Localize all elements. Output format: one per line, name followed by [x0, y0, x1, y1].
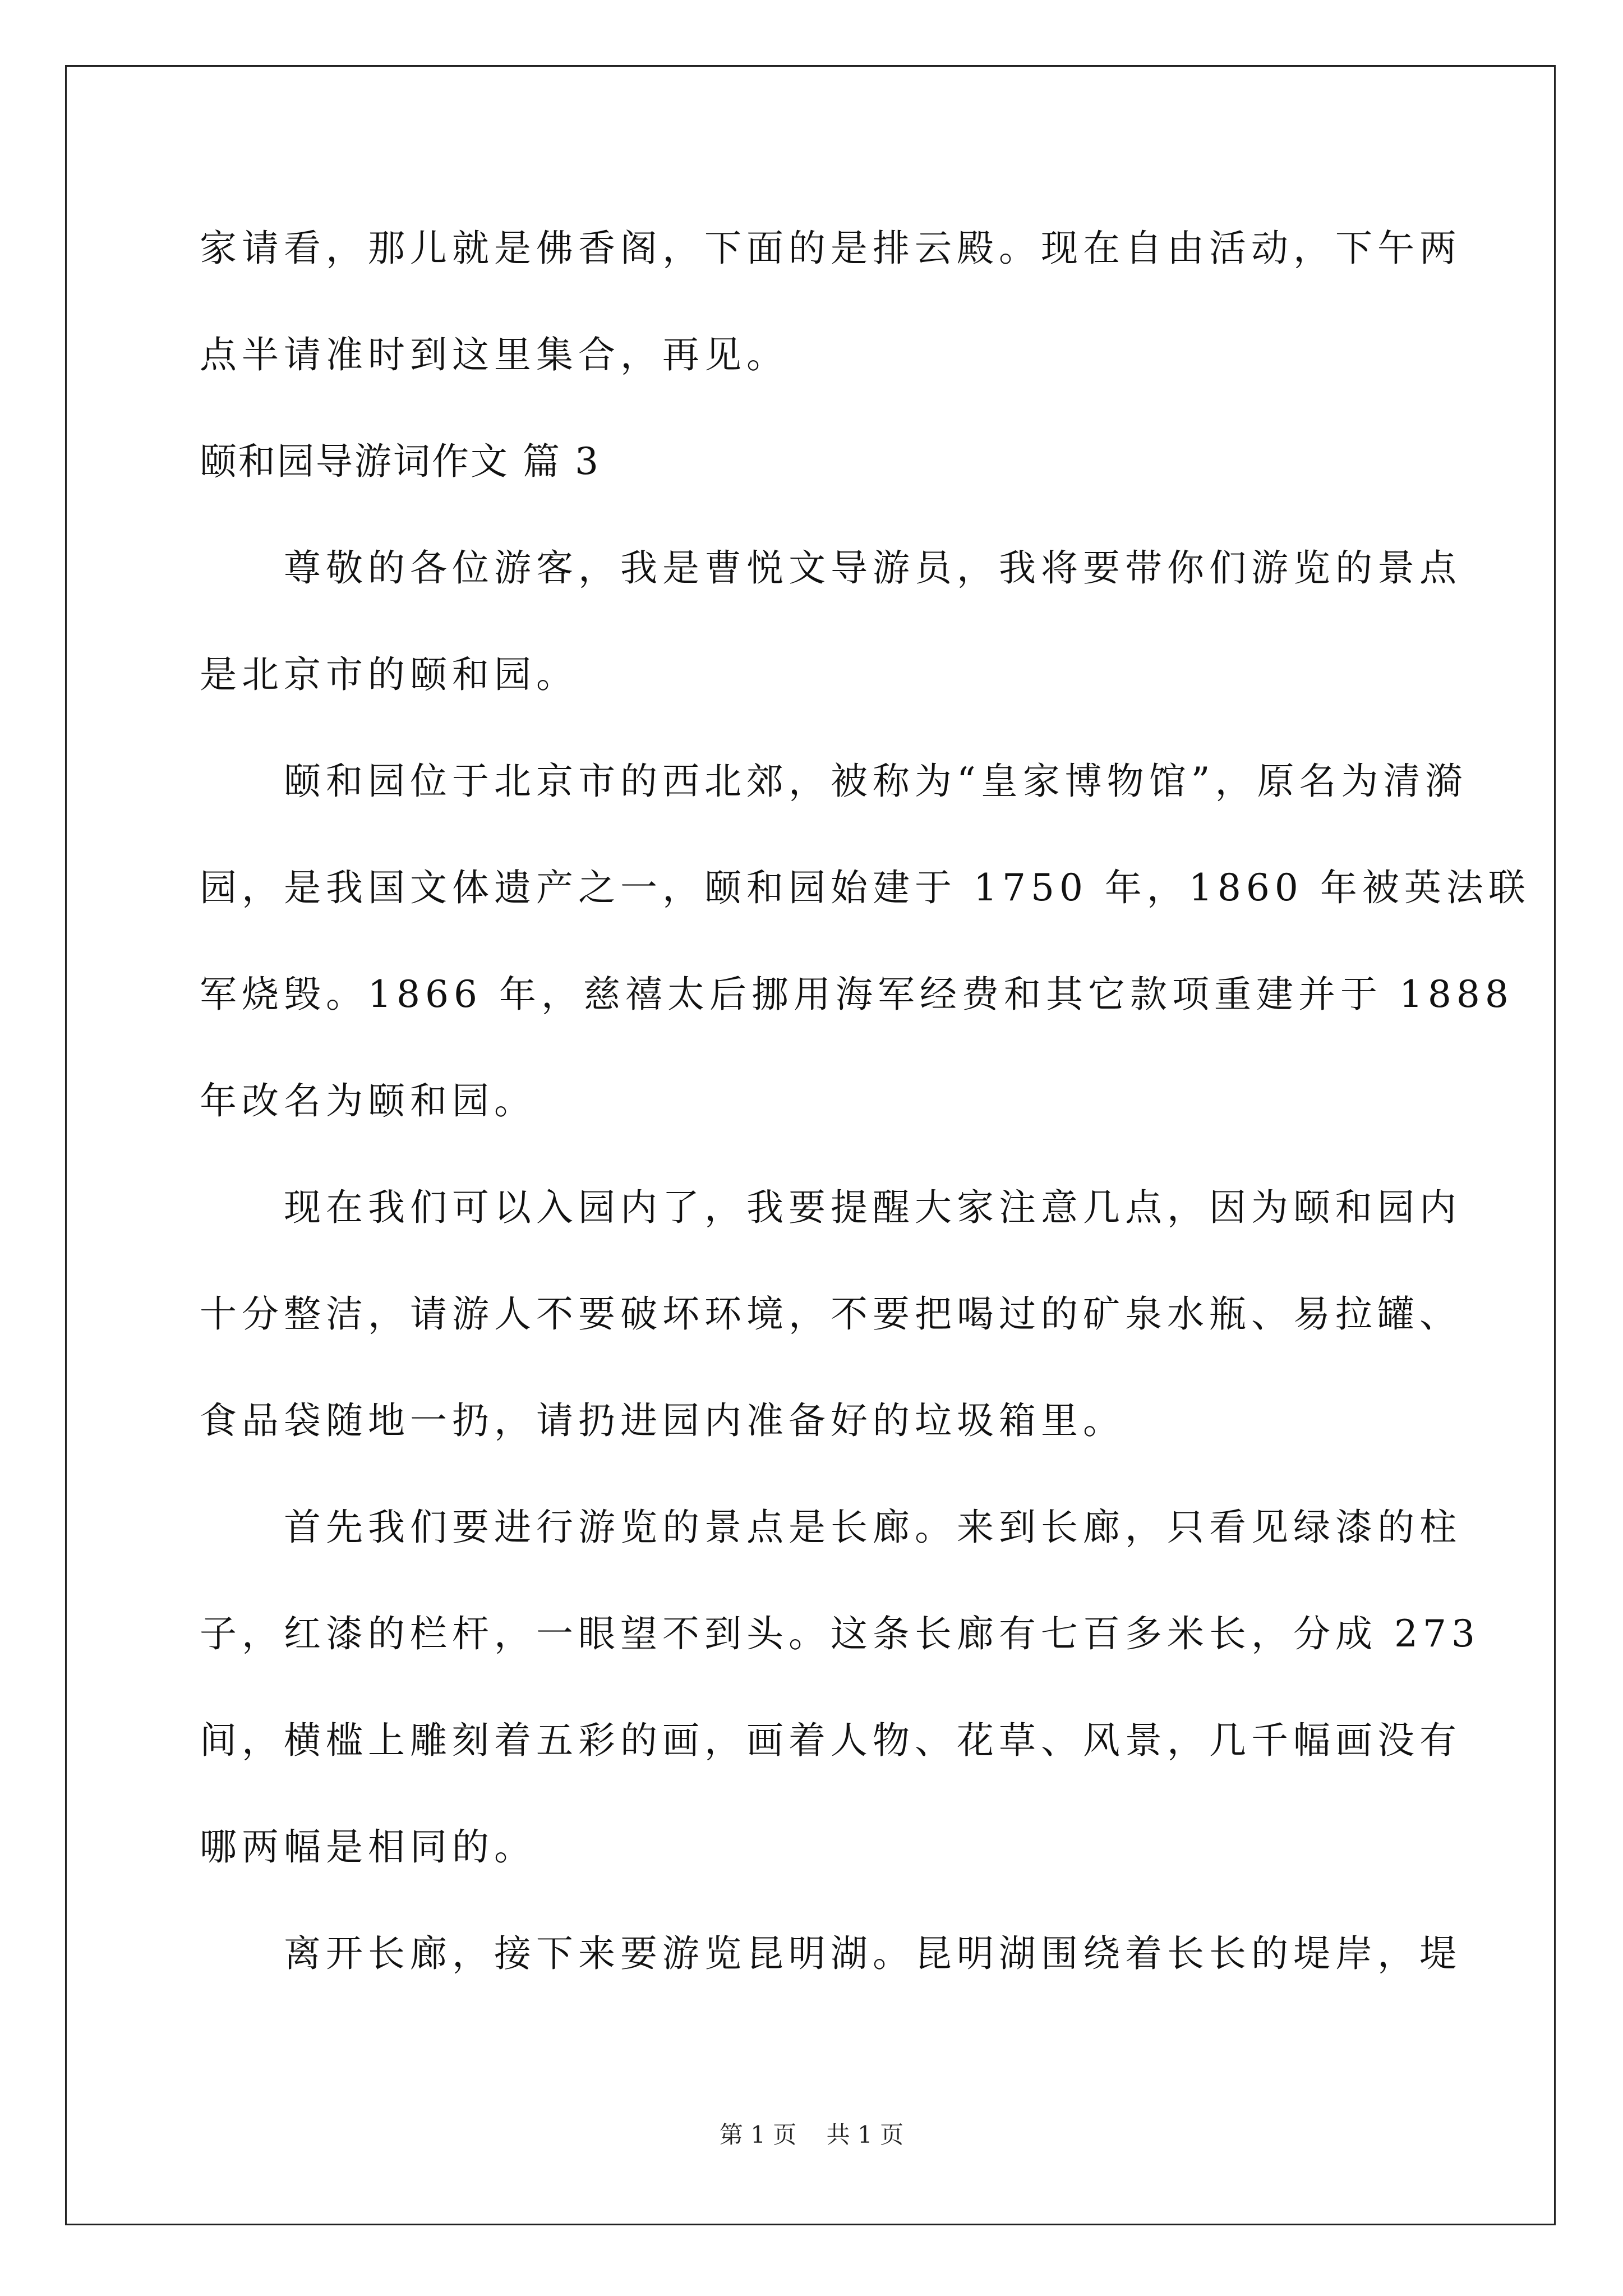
page-total: 共 1 页 [826, 2121, 904, 2148]
paragraph-first-line: 尊敬的各位游客，我是曹悦文导游员，我将要带你们游览的景点 [284, 546, 1461, 590]
text-line: 园，是我国文体遗产之一，颐和园始建于 1750 年，1860 年被英法联 [200, 866, 1530, 909]
text-line: 点半请准时到这里集合，再见。 [200, 333, 789, 376]
text-line: 十分整洁，请游人不要破坏环境，不要把喝过的矿泉水瓶、易拉罐、 [200, 1292, 1461, 1336]
paragraph-first-line: 首先我们要进行游览的景点是长廊。来到长廊，只看见绿漆的柱 [284, 1506, 1461, 1549]
paragraph-first-line: 现在我们可以入园内了，我要提醒大家注意几点，因为颐和园内 [284, 1186, 1461, 1229]
text-line: 间，横槛上雕刻着五彩的画，画着人物、花草、风景，几千幅画没有 [200, 1719, 1461, 1762]
text-line: 军烧毁。1866 年，慈禧太后挪用海军经费和其它款项重建并于 1888 [200, 973, 1514, 1016]
paragraph-first-line: 离开长廊，接下来要游览昆明湖。昆明湖围绕着长长的堤岸，堤 [284, 1932, 1461, 1975]
text-line: 年改名为颐和园。 [200, 1079, 536, 1122]
text-line: 家请看，那儿就是佛香阁，下面的是排云殿。现在自由活动，下午两 [200, 227, 1461, 270]
page-footer [0, 2116, 1623, 2150]
text-line: 食品袋随地一扔，请扔进园内准备好的垃圾箱里。 [200, 1399, 1125, 1442]
section-heading: 颐和园导游词作文 篇 3 [200, 440, 600, 483]
text-line: 子，红漆的栏杆，一眼望不到头。这条长廊有七百多米长，分成 273 [200, 1612, 1480, 1655]
page-border [65, 65, 1556, 2225]
paragraph-first-line: 颐和园位于北京市的西北郊，被称为“皇家博物馆”，原名为清漪 [284, 760, 1468, 803]
text-line: 是北京市的颐和园。 [200, 653, 578, 696]
page-number: 第 1 页 [719, 2121, 797, 2148]
text-line: 哪两幅是相同的。 [200, 1825, 536, 1869]
